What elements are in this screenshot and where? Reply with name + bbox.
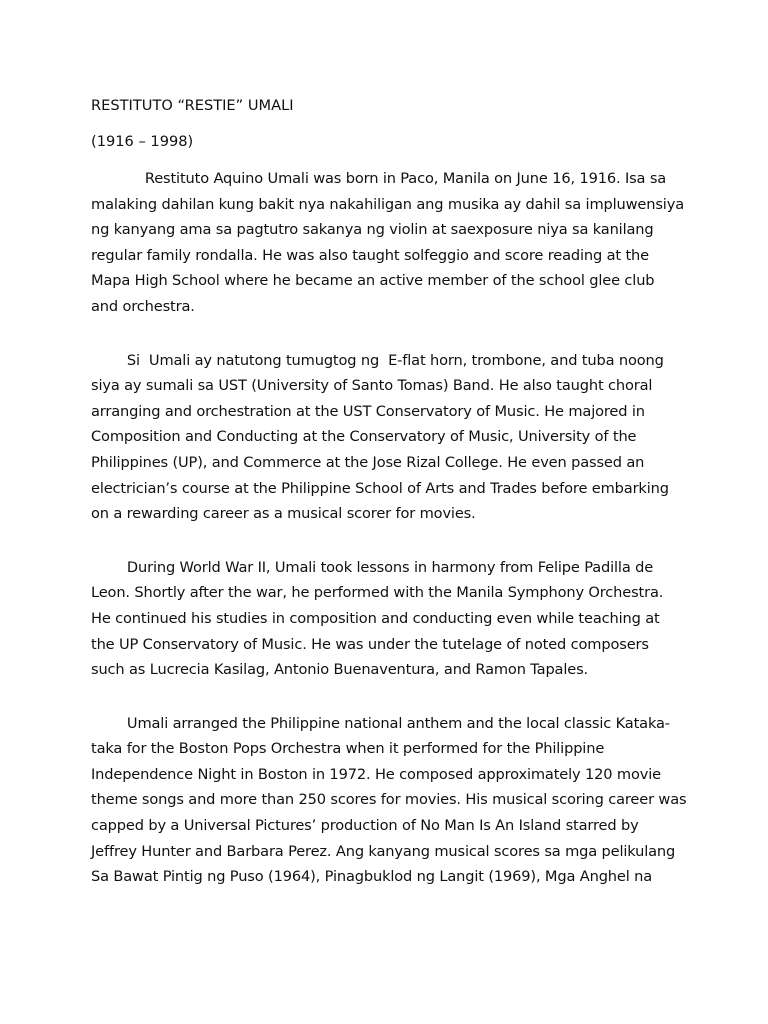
document-years: (1916 – 1998) xyxy=(91,133,194,150)
document-body xyxy=(91,93,687,890)
paragraph-line: ng kanyang ama sa pagtutro sakanya ng violin at saexposure niya sa kanilang xyxy=(91,221,654,239)
paragraph-line: arranging and orchestration at the UST Conservatory of Music. He majored in xyxy=(91,402,645,420)
paragraph-line: taka for the Boston Pops Orchestra when it performed for the Philippine xyxy=(91,740,605,758)
paragraph-line: Composition and Conducting at the Conservatory of Music, University of the xyxy=(91,428,637,446)
paragraph-line: regular family rondalla. He was also taught solfeggio and score reading at the xyxy=(91,246,649,264)
paragraph-line: such as Lucrecia Kasilag, Antonio Buenaventura, and Ramon Tapales. xyxy=(91,661,589,679)
paragraph-line: siya ay sumali sa UST (University of Santo Tomas) Band. He also taught choral xyxy=(91,377,653,395)
paragraph-1 xyxy=(91,166,684,320)
paragraph-line: Jeffrey Hunter and Barbara Perez. Ang kanyang musical scores sa mga pelikulang xyxy=(91,842,676,860)
paragraph-line: malaking dahilan kung bakit nya nakahiligan ang musika ay dahil sa impluwensiya xyxy=(91,195,684,213)
paragraph-3 xyxy=(91,555,671,683)
paragraph-4 xyxy=(91,711,687,890)
paragraph-line: Si Umali ay natutong tumugtog ng E-flat horn, trombone, and tuba noong xyxy=(91,351,664,369)
paragraph-line: electrician’s course at the Philippine School of Arts and Trades before embarking xyxy=(91,479,669,497)
paragraph-line: theme songs and more than 250 scores for movies. His musical scoring career was xyxy=(91,791,687,809)
paragraph-line: and orchestra. xyxy=(91,297,195,315)
paragraph-line: Leon. Shortly after the war, he performed with the Manila Symphony Orchestra. xyxy=(91,584,664,602)
paragraph-line: Philippines (UP), and Commerce at the Jose Rizal College. He even passed an xyxy=(91,453,645,471)
paragraph-line: capped by a Universal Pictures’ production of No Man Is An Island starred by xyxy=(91,817,639,835)
paragraph-line: During World War II, Umali took lessons in harmony from Felipe Padilla de xyxy=(91,558,654,576)
paragraph-line: Mapa High School where he became an active member of the school glee club xyxy=(91,272,655,290)
paragraph-line: Independence Night in Boston in 1972. He composed approximately 120 movie xyxy=(91,765,661,783)
paragraph-line: Umali arranged the Philippine national anthem and the local classic Kataka- xyxy=(91,714,670,732)
paragraph-line: Sa Bawat Pintig ng Puso (1964), Pinagbuklod ng Langit (1969), Mga Anghel na xyxy=(91,868,653,886)
paragraph-2 xyxy=(91,348,671,527)
paragraph-line: Restituto Aquino Umali was born in Paco, Manila on June 16, 1916. Isa sa xyxy=(91,170,667,187)
paragraph-line: He continued his studies in composition and conducting even while teaching at xyxy=(91,609,660,627)
document-title: RESTITUTO “RESTIE” UMALI xyxy=(91,97,294,114)
paragraph-line: the UP Conservatory of Music. He was under the tutelage of noted composers xyxy=(91,635,649,653)
paragraph-line: on a rewarding career as a musical scorer for movies. xyxy=(91,505,476,523)
